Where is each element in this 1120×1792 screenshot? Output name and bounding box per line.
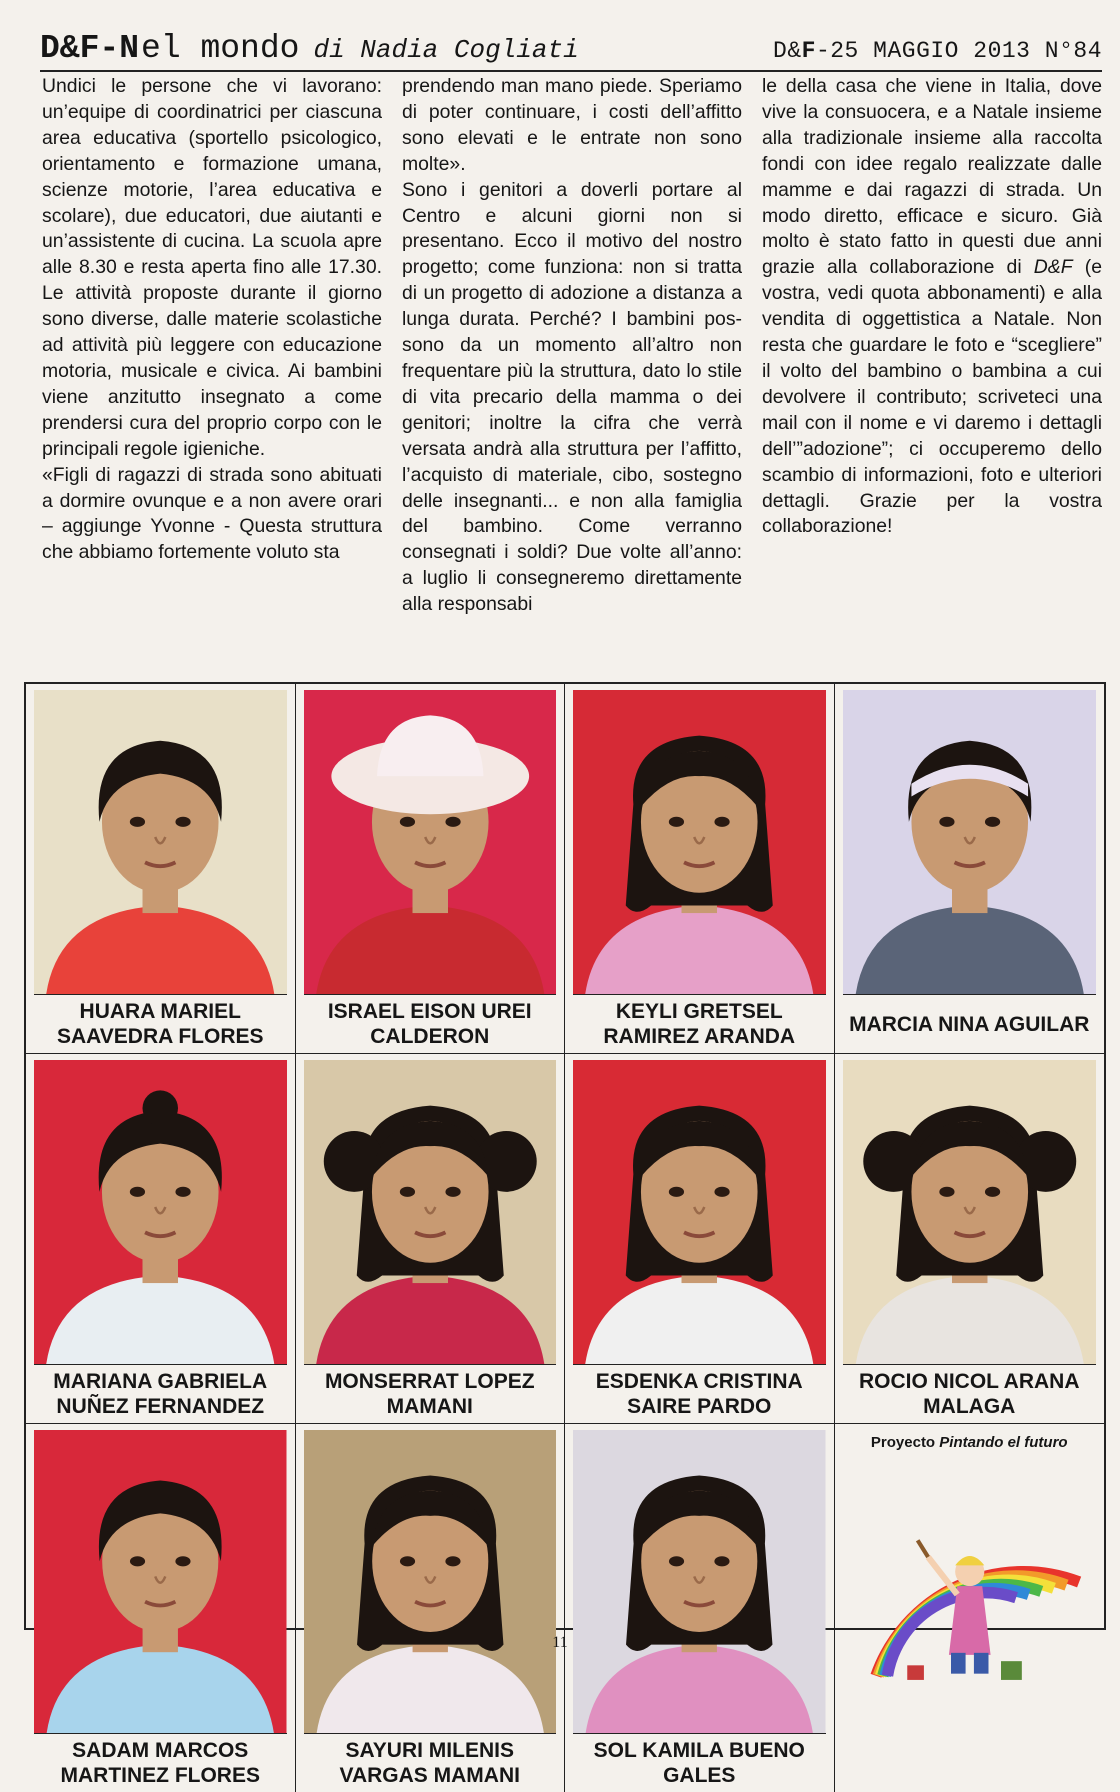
child-portrait-icon bbox=[843, 1060, 1097, 1364]
child-name: ROCIO NICOL ARANA MALAGA bbox=[859, 1370, 1080, 1419]
paragraph: Undici le persone che vi lavorano: un’equipe di coordinatrici per ciascuna area educativa (sportello psicologico, orientamento e formazione umana, scienze motorie, l’area educativa e scolare), due educatori, due aiutanti e un’assistente di cucina. La scuola apre alle 8.30 e resta aperta fino alle 17.30. Le attività proposte durante il giorno sono diverse, dalle materie scolastiche ad attività più leggere con educazione motoria, musicale e civica. Ai bambini viene anzitutto insegnato a come prendersi cura del proprio corpo con le principali regole igieniche. bbox=[42, 75, 382, 460]
article-column-3 bbox=[762, 74, 1102, 680]
child-portrait-icon bbox=[573, 1430, 826, 1733]
child-photo bbox=[304, 1430, 557, 1734]
text-run: le della casa che viene in Italia, dove vive la consuocera, e a Natale insieme alla tradizionale insieme alla raccolta fondi con idee regalo realizzate dalle mamme e dai ragazzi di strada. Un modo diretto, efficace e sicuro. Già molto è stato fatto in questi due anni grazie alla collaborazione di bbox=[762, 75, 1102, 279]
child-card bbox=[296, 684, 566, 1054]
paragraph: Sono i genitori a doverli portare al Centro e alcuni giorni non si presentano. Ecco il motivo del nostro progetto; come funziona: non si tratta di un progetto di adozione a distanza a lunga durata. Perché? I bambini possono da un momento all’altro non frequentare più la struttura, dato lo stile di vita precario della mamma o dei genitori; inoltre la cifra che verrà versata andrà alla struttura per l’affitto, l’acquisto di materiale, cibo, sostegno delle insegnanti... e non alla famiglia del bambino. Come verranno consegnati i soldi? Due volte all’anno: a luglio li consegneremo direttamente alla responsabi bbox=[402, 178, 742, 616]
project-card bbox=[835, 1424, 1105, 1792]
child-photo bbox=[573, 690, 826, 995]
child-portrait-icon bbox=[304, 690, 557, 994]
child-name: SADAM MARCOS MARTINEZ FLORES bbox=[60, 1739, 260, 1788]
project-name: Pintando el futuro bbox=[939, 1434, 1068, 1452]
child-card bbox=[565, 684, 835, 1054]
rainbow-painter-icon bbox=[843, 1457, 1097, 1707]
project-prefix: Proyecto bbox=[870, 1434, 940, 1452]
child-name: MARIANA GABRIELA NUÑEZ FERNANDEZ bbox=[53, 1370, 268, 1419]
child-card bbox=[26, 1054, 296, 1424]
page-header bbox=[40, 30, 1102, 72]
project-title bbox=[843, 1434, 1097, 1451]
child-name: HUARA MARIEL SAAVEDRA FLORES bbox=[56, 1000, 264, 1049]
child-portrait-icon bbox=[304, 1060, 557, 1364]
page-number: 11 bbox=[552, 1634, 568, 1651]
child-portrait-icon bbox=[573, 1060, 826, 1364]
text-run: (e vostra, vedi quota abbonamenti) e alla vendita di oggettistica a Natale. Non resta che guardare le foto e “scegliere” il volto del bambino o bambina a cui devolvere il contributo; scriveteci una mail con il nome e vi daremo i dettagli dell’”adozione”; ci occuperemo dello scambio di informazioni, foto e ulteriori dettagli. Grazie per la vostra collaborazione! bbox=[762, 256, 1102, 538]
child-name: ISRAEL EISON UREI CALDERON bbox=[327, 1000, 532, 1049]
article-column-1 bbox=[42, 74, 382, 680]
child-photo bbox=[34, 690, 287, 995]
child-portrait-icon bbox=[34, 1430, 287, 1733]
issue-info bbox=[773, 38, 1102, 64]
child-card bbox=[565, 1424, 835, 1792]
paragraph: «Figli di ragazzi di strada sono abituati a dormire ovunque e a non avere orari – aggiunge Yvonne - Questa struttura che abbiamo fortemente voluto sta bbox=[42, 463, 382, 564]
section-title: el mondo bbox=[141, 30, 300, 67]
child-portrait-icon bbox=[843, 690, 1097, 994]
issue-date: -25 MAGGIO 2013 N°84 bbox=[815, 38, 1102, 64]
article-column-2 bbox=[402, 74, 742, 680]
author-byline: di Nadia Cogliati bbox=[313, 35, 579, 65]
magazine-name: D&F bbox=[1033, 256, 1073, 279]
paragraph bbox=[762, 74, 1102, 540]
child-photo bbox=[304, 1060, 557, 1365]
child-card bbox=[296, 1424, 566, 1792]
child-card bbox=[835, 1054, 1105, 1424]
child-portrait-icon bbox=[304, 1430, 557, 1733]
issue-bold: F bbox=[801, 38, 816, 64]
child-card bbox=[296, 1054, 566, 1424]
child-name: MARCIA NINA AGUILAR bbox=[849, 1012, 1090, 1036]
child-card bbox=[565, 1054, 835, 1424]
child-photo bbox=[573, 1060, 826, 1365]
child-card bbox=[26, 684, 296, 1054]
child-name: KEYLI GRETSEL RAMIREZ ARANDA bbox=[603, 1000, 796, 1049]
child-card bbox=[26, 1424, 296, 1792]
article-body bbox=[42, 74, 1102, 680]
child-name: MONSERRAT LOPEZ MAMANI bbox=[324, 1370, 535, 1419]
child-portrait-icon bbox=[573, 690, 826, 994]
child-card bbox=[835, 684, 1105, 1054]
child-portrait-icon bbox=[34, 1060, 287, 1364]
child-portrait-icon bbox=[34, 690, 287, 994]
child-name: SOL KAMILA BUENO GALES bbox=[593, 1739, 805, 1788]
child-photo bbox=[34, 1430, 287, 1734]
paragraph: prendendo man mano piede. Speriamo di poter continuare, i costi dell’affitto sono elevati e le entrate non sono molte». bbox=[402, 75, 742, 175]
child-photo bbox=[843, 690, 1097, 995]
child-photo bbox=[304, 690, 557, 995]
child-photo bbox=[34, 1060, 287, 1365]
child-name: SAYURI MILENIS VARGAS MAMANI bbox=[339, 1739, 520, 1788]
issue-prefix: D& bbox=[773, 38, 802, 64]
child-name: ESDENKA CRISTINA SAIRE PARDO bbox=[595, 1370, 803, 1419]
child-photo bbox=[843, 1060, 1097, 1365]
brand-title: D&F-N bbox=[40, 30, 140, 67]
child-photo bbox=[573, 1430, 826, 1734]
